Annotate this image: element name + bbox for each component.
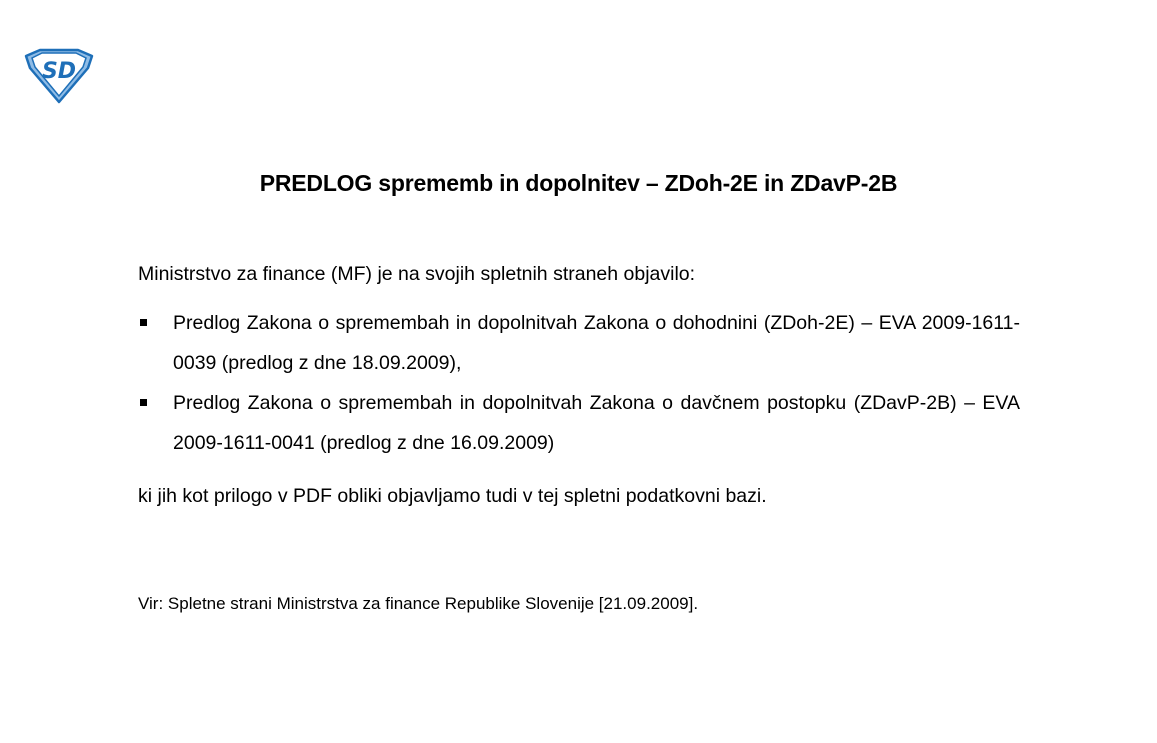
list-item	[138, 383, 1020, 463]
list-item-text: Predlog Zakona o spremembah in dopolnitvah Zakona o davčnem postopku (ZDavP-2B) – EVA 2009-1611-0041 (predlog z dne 16.09.2009)	[173, 392, 1020, 454]
square-bullet-icon	[140, 399, 147, 406]
bullet-list	[138, 303, 1020, 463]
source-note: Vir: Spletne strani Ministrstva za finance Republike Slovenije [21.09.2009].	[138, 594, 699, 613]
intro-paragraph: Ministrstvo za finance (MF) je na svojih spletnih straneh objavilo:	[138, 263, 696, 285]
list-item	[138, 303, 1020, 383]
list-item-text: Predlog Zakona o spremembah in dopolnitvah Zakona o dohodnini (ZDoh-2E) – EVA 2009-1611-0039 (predlog z dne 18.09.2009),	[173, 312, 1020, 374]
outro-paragraph: ki jih kot prilogo v PDF obliki objavljamo tudi v tej spletni podatkovni bazi.	[138, 485, 767, 507]
logo-text: SD	[41, 59, 77, 84]
logo	[22, 48, 96, 104]
square-bullet-icon	[140, 319, 147, 326]
shield-logo-icon	[22, 48, 96, 104]
document-title: PREDLOG sprememb in dopolnitev – ZDoh-2E in ZDavP-2B	[259, 170, 898, 196]
